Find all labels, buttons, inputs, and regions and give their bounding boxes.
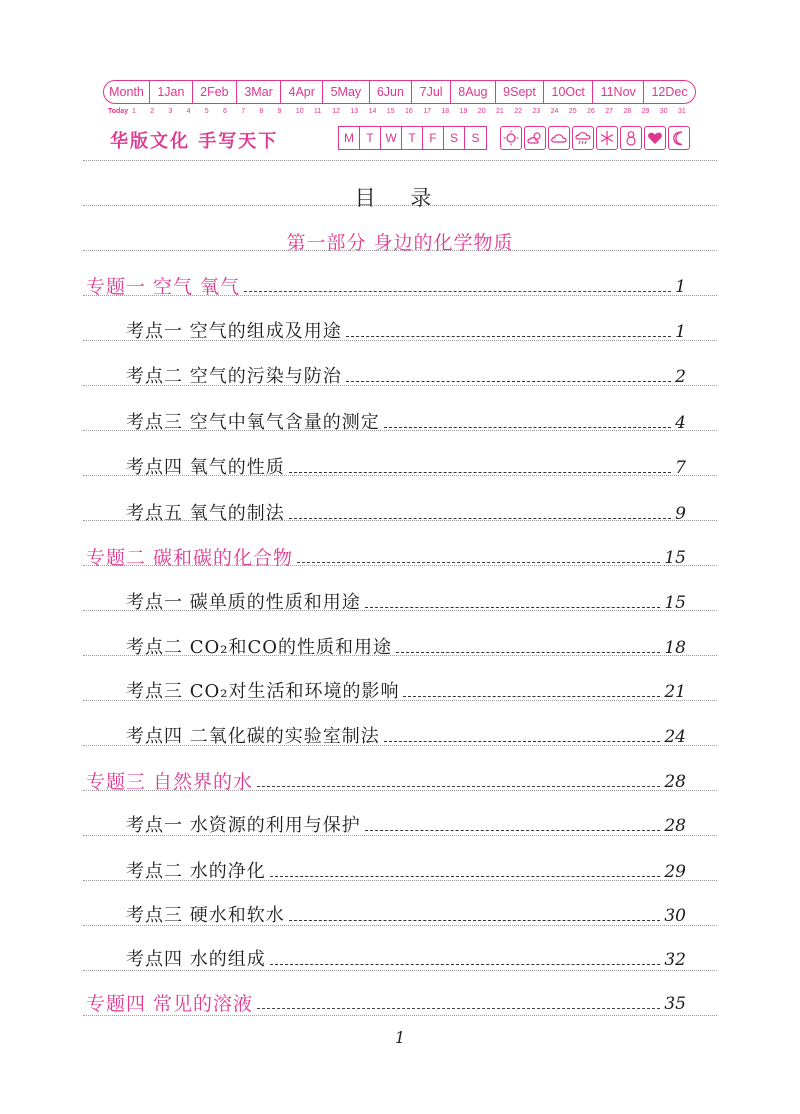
toc-entry-text: 考点四 水的组成 (126, 949, 266, 970)
cloud-icon (548, 126, 570, 150)
ruled-line (83, 160, 717, 161)
moon-icon (668, 126, 690, 150)
weekday-box: T (402, 127, 423, 149)
toc-entry-text: 考点一 空气的组成及用途 (126, 321, 342, 342)
month-cell: 6Jun (370, 81, 413, 103)
dot-leader (244, 291, 671, 292)
snow-icon (596, 126, 618, 150)
toc-entry-text: 考点四 氧气的性质 (126, 457, 285, 478)
toc-page-number: 7 (675, 458, 686, 478)
day-number: 24 (550, 108, 559, 115)
month-strip (103, 80, 696, 104)
day-number: 13 (350, 108, 359, 115)
month-cell: 2Feb (193, 81, 237, 103)
dot-leader (270, 964, 661, 965)
toc-entry-text: 考点三 空气中氧气含量的测定 (126, 412, 380, 433)
day-number: 9 (277, 108, 282, 115)
day-number: 1 (132, 108, 136, 115)
day-number: 7 (241, 108, 246, 115)
toc-exam-point[interactable] (126, 449, 686, 479)
brand-slogan: 华版文化 手写天下 (110, 131, 279, 152)
month-cell: 9Sept (496, 81, 544, 103)
dot-leader (257, 1008, 660, 1009)
month-cell: 5May (323, 81, 369, 103)
day-number: 17 (423, 108, 431, 115)
toc-exam-point[interactable] (126, 584, 686, 614)
toc-page-number: 15 (664, 548, 686, 568)
month-cell: 12Dec (651, 85, 688, 99)
day-number: 3 (168, 108, 173, 115)
rain-icon (572, 126, 594, 150)
day-number: 20 (477, 108, 486, 115)
toc-topic[interactable] (86, 763, 686, 793)
toc-topic[interactable] (86, 985, 686, 1015)
day-number: 10 (295, 108, 304, 115)
toc-entry-text: 考点三 硬水和软水 (126, 905, 285, 926)
dot-leader (365, 830, 661, 831)
day-number: 29 (641, 108, 650, 115)
toc-exam-point[interactable] (126, 313, 686, 343)
dot-leader (289, 518, 671, 519)
toc-exam-point[interactable] (126, 673, 686, 703)
month-cell: 1Jan (150, 81, 193, 103)
day-number: 16 (405, 108, 413, 115)
dot-leader (384, 741, 661, 742)
toc-page-number: 32 (664, 950, 686, 970)
toc-entry-text: 考点二 水的净化 (126, 861, 266, 882)
toc-page-number: 30 (664, 906, 686, 926)
weekday-box: M (339, 127, 360, 149)
toc-entry-text: 专题三 自然界的水 (86, 771, 254, 793)
weekday-box: F (423, 127, 444, 149)
toc-page-number: 1 (675, 277, 686, 297)
ruled-line (83, 1015, 717, 1016)
toc-page-number: 28 (664, 816, 686, 836)
day-number: 19 (459, 108, 468, 115)
month-cell: 4Apr (281, 81, 323, 103)
day-number: 15 (386, 108, 395, 115)
weekday-boxes (338, 126, 487, 150)
toc-entry-text: 考点二 CO₂和CO的性质和用途 (126, 637, 392, 658)
toc-exam-point[interactable] (126, 629, 686, 659)
toc-page-number: 2 (675, 367, 686, 387)
toc-exam-point[interactable] (126, 495, 686, 525)
heart-icon (644, 126, 666, 150)
toc-exam-point[interactable] (126, 853, 686, 883)
dot-leader (270, 876, 661, 877)
toc-page-number: 9 (675, 504, 686, 524)
day-number: 12 (332, 108, 340, 115)
dot-leader (257, 786, 660, 787)
toc-page-number: 4 (675, 413, 686, 433)
toc-exam-point[interactable] (126, 897, 686, 927)
month-cell: 7Jul (412, 81, 451, 103)
weekday-box: T (360, 127, 381, 149)
toc-topic[interactable] (86, 268, 686, 298)
dot-leader (289, 472, 671, 473)
day-number: 25 (568, 108, 577, 115)
day-number: 18 (441, 108, 450, 115)
weekday-box: W (381, 127, 402, 149)
toc-exam-point[interactable] (126, 358, 686, 388)
toc-entry-text: 专题四 常见的溶液 (86, 993, 254, 1015)
toc-entry-text: 专题二 碳和碳的化合物 (86, 547, 294, 569)
toc-entry-text: 考点五 氧气的制法 (126, 503, 285, 524)
toc-page-number: 1 (675, 322, 686, 342)
dot-leader (365, 607, 661, 608)
dot-leader (346, 381, 671, 382)
toc-topic[interactable] (86, 539, 686, 569)
month-cell: 10Oct (544, 81, 593, 103)
toc-entry-text: 考点四 二氧化碳的实验室制法 (126, 726, 380, 747)
month-label: Month (104, 81, 150, 103)
day-number: 30 (659, 108, 668, 115)
toc-exam-point[interactable] (126, 941, 686, 971)
day-number: 11 (314, 108, 322, 115)
month-cell: 11Nov (593, 81, 644, 103)
dot-leader (297, 562, 660, 563)
toc-page-number: 15 (664, 593, 686, 613)
dot-leader (384, 427, 671, 428)
day-number: 6 (223, 108, 227, 115)
page-number: 1 (394, 1028, 406, 1047)
toc-exam-point[interactable] (126, 404, 686, 434)
toc-exam-point[interactable] (126, 718, 686, 748)
day-number: 27 (605, 108, 613, 115)
dot-leader (289, 920, 661, 921)
weekday-box: S (471, 131, 480, 145)
day-number: 21 (496, 108, 504, 115)
day-number: 26 (587, 108, 595, 115)
day-number: 28 (623, 108, 632, 115)
day-number: 2 (150, 108, 155, 115)
cloud-sun-icon (524, 126, 546, 150)
toc-page-number: 35 (664, 994, 686, 1014)
day-number: 23 (532, 108, 541, 115)
dot-leader (403, 696, 660, 697)
toc-entry-text: 考点三 CO₂对生活和环境的影响 (126, 681, 400, 702)
day-number: 22 (514, 108, 522, 115)
toc-page-number: 18 (664, 638, 686, 658)
month-cell: 3Mar (237, 81, 281, 103)
toc-page-number: 29 (664, 862, 686, 882)
day-strip (108, 108, 698, 120)
snowman-icon (620, 126, 642, 150)
day-number: 5 (204, 108, 209, 115)
month-cell: 8Aug (451, 81, 496, 103)
toc-exam-point[interactable] (126, 807, 686, 837)
day-number: 14 (368, 108, 377, 115)
day-number: 31 (678, 108, 686, 115)
toc-entry-text: 专题一 空气 氧气 (86, 276, 241, 298)
day-number: 8 (259, 108, 264, 115)
toc-entry-text: 考点二 空气的污染与防治 (126, 366, 342, 387)
weather-icons (500, 126, 690, 150)
toc-page-number: 24 (664, 727, 686, 747)
day-number: 4 (186, 108, 191, 115)
dot-leader (346, 336, 671, 337)
weekday-box: S (444, 127, 465, 149)
sun-icon (500, 126, 522, 150)
part-heading: 第一部分 身边的化学物质 (286, 232, 514, 254)
toc-title: 目 录 (354, 186, 446, 210)
dot-leader (396, 652, 660, 653)
toc-entry-text: 考点一 碳单质的性质和用途 (126, 592, 361, 613)
toc-page-number: 21 (664, 682, 686, 702)
toc-page-number: 28 (664, 772, 686, 792)
today-label: Today (108, 108, 129, 115)
toc-entry-text: 考点一 水资源的利用与保护 (126, 815, 361, 836)
